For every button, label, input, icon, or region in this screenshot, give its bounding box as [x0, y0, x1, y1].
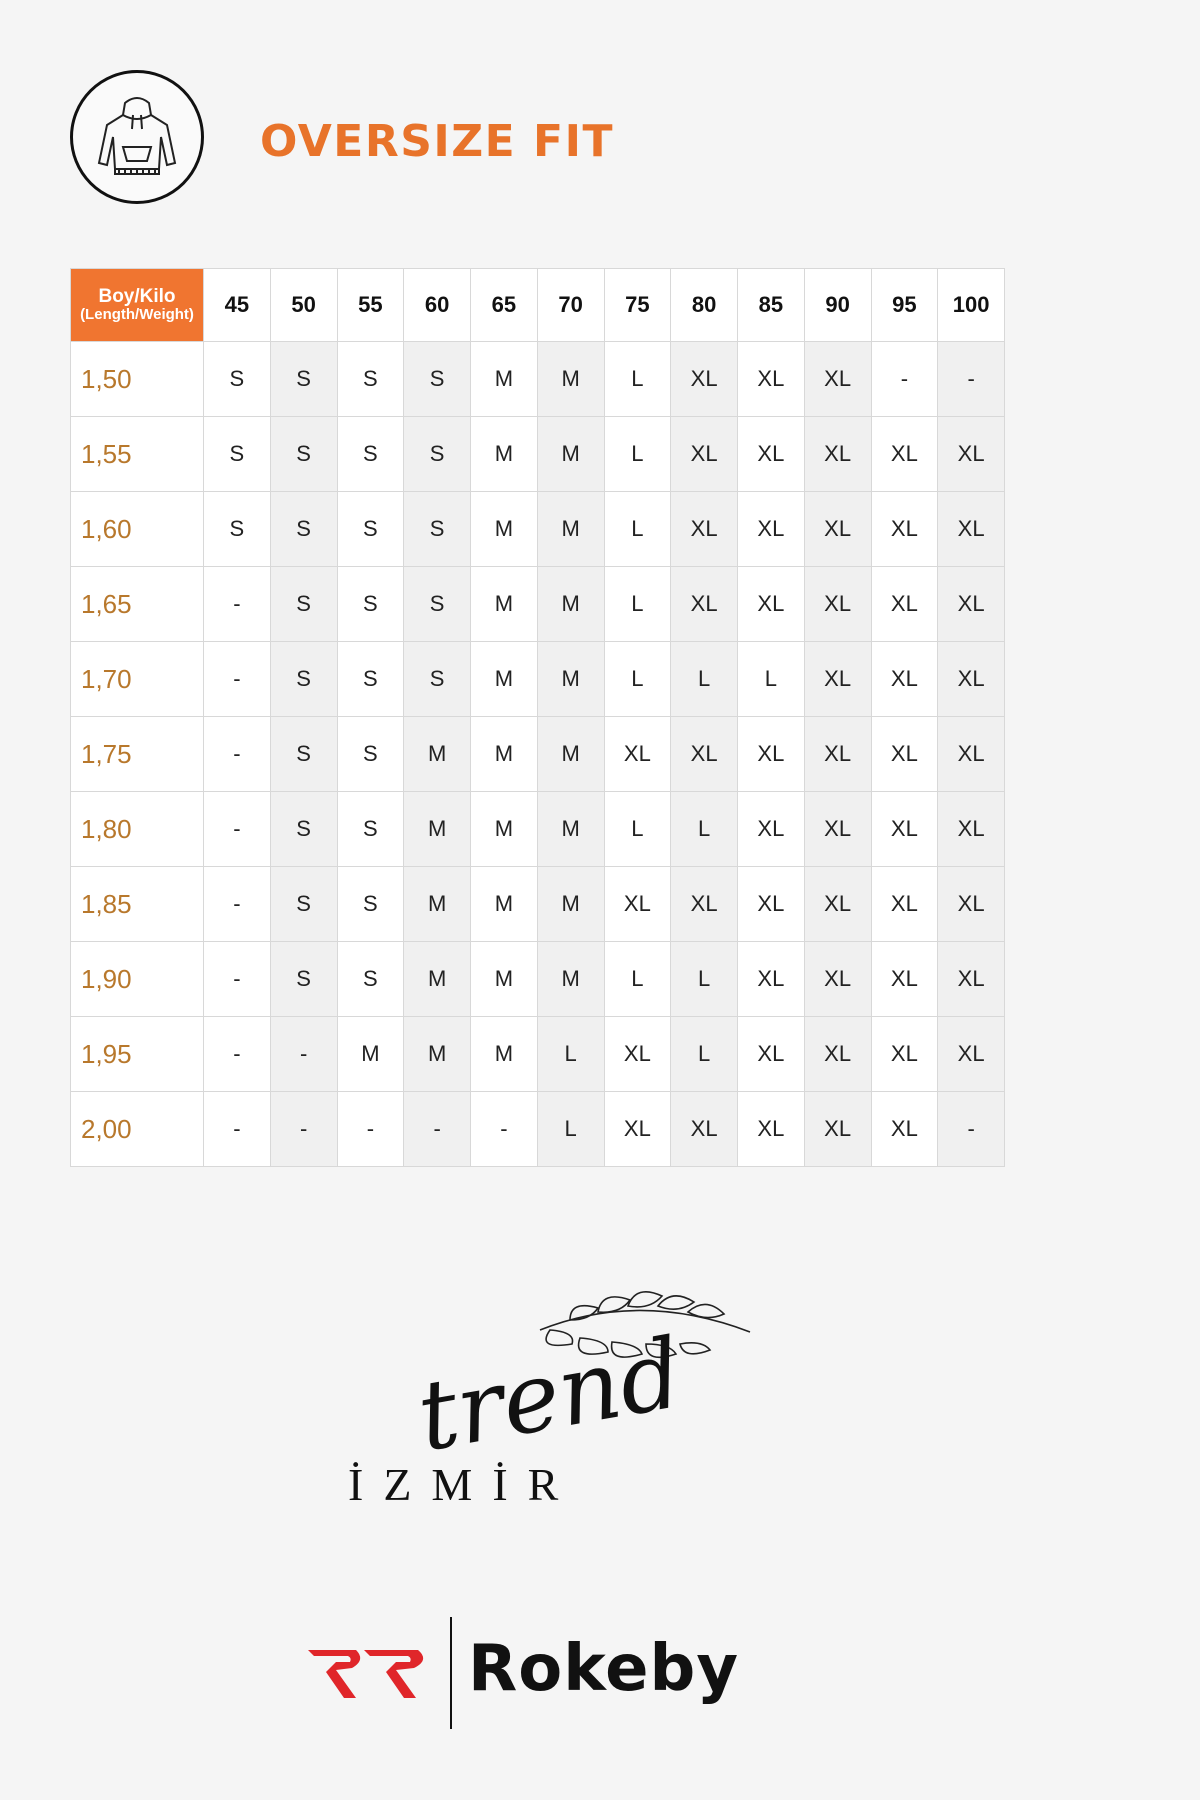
size-cell: S	[404, 642, 471, 717]
size-cell: XL	[871, 1092, 938, 1167]
rokeby-brand-name: Rokeby	[468, 1632, 740, 1706]
hoodie-icon	[70, 70, 204, 204]
size-cell: -	[204, 942, 271, 1017]
trend-izmir-logo	[340, 1260, 780, 1510]
size-cell: L	[537, 1092, 604, 1167]
table-row	[71, 567, 1005, 642]
table-row	[71, 792, 1005, 867]
size-cell: -	[204, 717, 271, 792]
table-row	[71, 342, 1005, 417]
size-cell: L	[604, 492, 671, 567]
size-cell: XL	[938, 717, 1005, 792]
weight-header-cell: 60	[404, 269, 471, 342]
size-cell: XL	[871, 717, 938, 792]
size-cell: M	[537, 792, 604, 867]
size-chart-table	[70, 268, 1005, 1167]
size-cell: XL	[738, 867, 805, 942]
size-cell: S	[337, 792, 404, 867]
size-cell: XL	[604, 717, 671, 792]
size-cell: M	[404, 1017, 471, 1092]
size-cell: M	[471, 642, 538, 717]
size-cell: -	[337, 1092, 404, 1167]
size-cell: -	[938, 1092, 1005, 1167]
size-cell: XL	[938, 867, 1005, 942]
size-cell: XL	[738, 792, 805, 867]
size-cell: L	[604, 792, 671, 867]
size-cell: -	[270, 1017, 337, 1092]
table-row	[71, 867, 1005, 942]
size-cell: S	[404, 342, 471, 417]
size-cell: S	[337, 492, 404, 567]
trend-script-text: trend	[409, 1316, 690, 1474]
size-cell: M	[537, 717, 604, 792]
size-cell: XL	[738, 717, 805, 792]
size-cell: XL	[804, 567, 871, 642]
height-cell: 1,50	[71, 342, 204, 417]
size-cell: M	[471, 417, 538, 492]
size-cell: XL	[738, 342, 805, 417]
size-cell: S	[270, 567, 337, 642]
weight-header-cell: 75	[604, 269, 671, 342]
weight-header-cell: 95	[871, 269, 938, 342]
table-row	[71, 717, 1005, 792]
weight-header-cell: 80	[671, 269, 738, 342]
table-header-row	[71, 269, 1005, 342]
table-row	[71, 942, 1005, 1017]
size-cell: XL	[604, 867, 671, 942]
size-cell: M	[471, 717, 538, 792]
size-cell: XL	[804, 717, 871, 792]
size-cell: XL	[604, 1092, 671, 1167]
size-cell: S	[337, 342, 404, 417]
size-cell: XL	[938, 942, 1005, 1017]
size-cell: -	[270, 1092, 337, 1167]
corner-label-primary: Boy/Kilo	[98, 286, 176, 308]
size-cell: -	[204, 567, 271, 642]
weight-header-cell: 85	[738, 269, 805, 342]
size-cell: -	[938, 342, 1005, 417]
size-cell: S	[270, 792, 337, 867]
size-cell: XL	[871, 792, 938, 867]
size-cell: XL	[671, 1092, 738, 1167]
size-cell: S	[270, 642, 337, 717]
size-cell: -	[204, 867, 271, 942]
size-cell: XL	[738, 1017, 805, 1092]
size-cell: XL	[804, 792, 871, 867]
weight-header-cell: 65	[471, 269, 538, 342]
size-cell: S	[337, 642, 404, 717]
table-row	[71, 492, 1005, 567]
weight-header-cell: 90	[804, 269, 871, 342]
size-cell: M	[537, 342, 604, 417]
table-row	[71, 642, 1005, 717]
size-cell: -	[204, 792, 271, 867]
size-cell: XL	[671, 342, 738, 417]
size-cell: XL	[804, 1092, 871, 1167]
size-cell: M	[537, 567, 604, 642]
size-cell: L	[604, 417, 671, 492]
size-cell: XL	[871, 492, 938, 567]
size-cell: XL	[938, 792, 1005, 867]
size-cell: XL	[804, 867, 871, 942]
size-cell: S	[270, 417, 337, 492]
height-cell: 2,00	[71, 1092, 204, 1167]
size-cell: S	[404, 492, 471, 567]
size-cell: S	[337, 417, 404, 492]
size-cell: -	[404, 1092, 471, 1167]
rokeby-mark-icon	[300, 1612, 440, 1732]
size-cell: L	[604, 942, 671, 1017]
size-cell: M	[404, 867, 471, 942]
size-cell: XL	[738, 417, 805, 492]
size-cell: M	[537, 642, 604, 717]
size-cell: XL	[671, 867, 738, 942]
size-cell: XL	[871, 942, 938, 1017]
size-cell: XL	[671, 567, 738, 642]
weight-header-cell: 55	[337, 269, 404, 342]
size-cell: XL	[938, 1017, 1005, 1092]
size-cell: XL	[804, 417, 871, 492]
logo-divider	[450, 1617, 452, 1729]
size-cell: S	[404, 417, 471, 492]
size-cell: XL	[871, 642, 938, 717]
size-cell: M	[471, 492, 538, 567]
corner-label-secondary: (Length/Weight)	[80, 306, 194, 324]
height-cell: 1,95	[71, 1017, 204, 1092]
height-cell: 1,65	[71, 567, 204, 642]
size-cell: M	[471, 1017, 538, 1092]
weight-header-cell: 50	[270, 269, 337, 342]
size-cell: S	[204, 342, 271, 417]
table-row	[71, 1092, 1005, 1167]
height-cell: 1,55	[71, 417, 204, 492]
size-cell: M	[471, 942, 538, 1017]
size-cell: S	[404, 567, 471, 642]
corner-header-cell	[71, 269, 204, 342]
size-cell: -	[871, 342, 938, 417]
size-cell: M	[471, 567, 538, 642]
size-cell: XL	[871, 867, 938, 942]
size-cell: -	[471, 1092, 538, 1167]
height-cell: 1,70	[71, 642, 204, 717]
size-cell: XL	[804, 492, 871, 567]
izmir-text: İZMİR	[348, 1459, 579, 1510]
size-cell: M	[471, 342, 538, 417]
size-cell: M	[404, 717, 471, 792]
size-cell: S	[337, 942, 404, 1017]
size-cell: L	[671, 942, 738, 1017]
size-cell: S	[204, 417, 271, 492]
size-cell: S	[270, 342, 337, 417]
size-cell: S	[270, 717, 337, 792]
size-cell: L	[537, 1017, 604, 1092]
rokeby-logo	[300, 1612, 820, 1732]
size-cell: XL	[671, 717, 738, 792]
size-cell: M	[537, 492, 604, 567]
size-cell: XL	[871, 567, 938, 642]
size-cell: XL	[804, 342, 871, 417]
size-cell: M	[537, 417, 604, 492]
size-cell: S	[337, 717, 404, 792]
height-cell: 1,90	[71, 942, 204, 1017]
size-cell: M	[471, 792, 538, 867]
size-cell: S	[337, 567, 404, 642]
weight-header-cell: 45	[204, 269, 271, 342]
size-cell: XL	[671, 417, 738, 492]
size-cell: XL	[938, 642, 1005, 717]
size-cell: XL	[804, 642, 871, 717]
size-cell: XL	[871, 1017, 938, 1092]
size-cell: L	[671, 1017, 738, 1092]
size-cell: L	[604, 342, 671, 417]
size-cell: XL	[871, 417, 938, 492]
size-cell: XL	[804, 1017, 871, 1092]
weight-header-cell: 100	[938, 269, 1005, 342]
size-cell: XL	[938, 492, 1005, 567]
size-cell: XL	[738, 492, 805, 567]
size-cell: L	[604, 642, 671, 717]
size-cell: L	[604, 567, 671, 642]
page-title: OVERSIZE FIT	[260, 116, 614, 167]
height-cell: 1,80	[71, 792, 204, 867]
size-cell: XL	[671, 492, 738, 567]
size-cell: S	[270, 942, 337, 1017]
size-cell: M	[471, 867, 538, 942]
size-cell: L	[671, 642, 738, 717]
size-cell: XL	[738, 1092, 805, 1167]
table-row	[71, 417, 1005, 492]
height-cell: 1,85	[71, 867, 204, 942]
weight-header-cell: 70	[537, 269, 604, 342]
size-cell: M	[404, 792, 471, 867]
page-header	[70, 70, 970, 210]
size-cell: S	[204, 492, 271, 567]
height-cell: 1,60	[71, 492, 204, 567]
size-cell: -	[204, 1017, 271, 1092]
height-cell: 1,75	[71, 717, 204, 792]
size-cell: M	[537, 867, 604, 942]
size-cell: M	[537, 942, 604, 1017]
size-cell: L	[738, 642, 805, 717]
size-cell: XL	[738, 567, 805, 642]
size-cell: S	[337, 867, 404, 942]
size-cell: XL	[604, 1017, 671, 1092]
size-cell: L	[671, 792, 738, 867]
size-cell: S	[270, 867, 337, 942]
size-cell: XL	[938, 567, 1005, 642]
size-cell: XL	[738, 942, 805, 1017]
size-cell: -	[204, 642, 271, 717]
size-cell: M	[337, 1017, 404, 1092]
size-cell: XL	[938, 417, 1005, 492]
size-cell: S	[270, 492, 337, 567]
table-row	[71, 1017, 1005, 1092]
size-cell: XL	[804, 942, 871, 1017]
size-cell: M	[404, 942, 471, 1017]
size-cell: -	[204, 1092, 271, 1167]
